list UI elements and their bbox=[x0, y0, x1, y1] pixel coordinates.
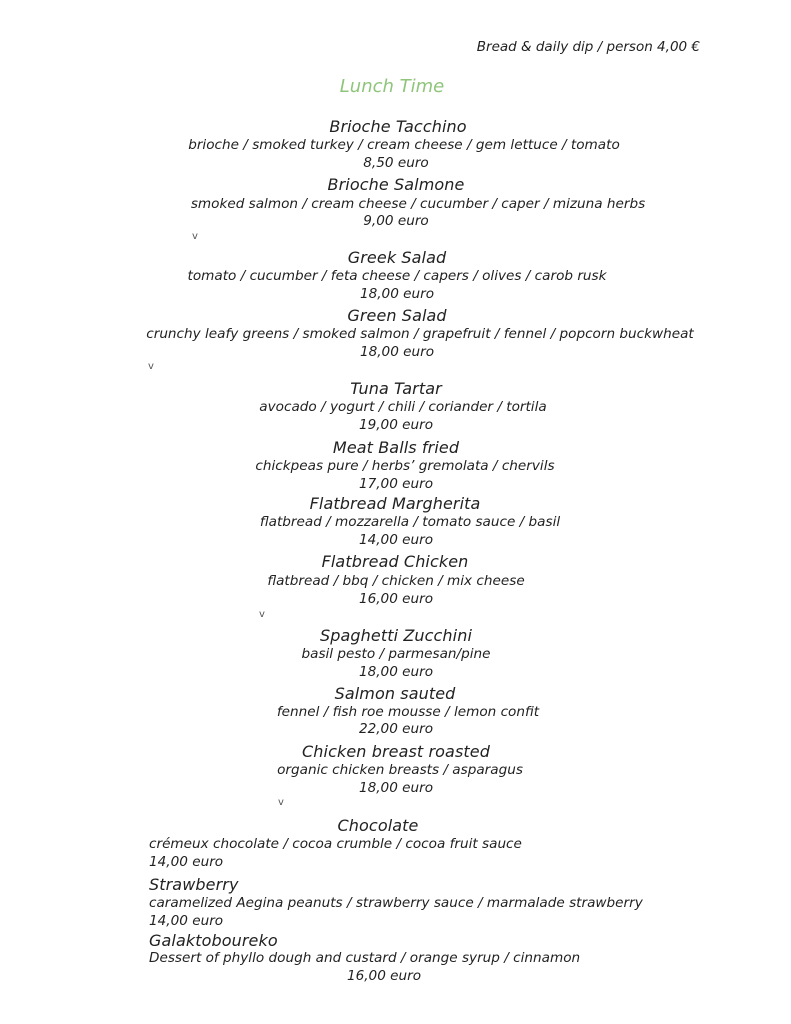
item-name: Flatbread Chicken bbox=[321, 552, 469, 571]
bread-price-line: Bread & daily dip / person 4,00 € bbox=[476, 39, 700, 55]
item-price: 19,00 euro bbox=[358, 417, 434, 433]
item-name: Greek Salad bbox=[347, 248, 447, 267]
item-price: 18,00 euro bbox=[358, 664, 434, 680]
item-name: Chicken breast roasted bbox=[302, 742, 490, 761]
item-description: crémeux chocolate / cocoa crumble / cocoa fruit sauce bbox=[149, 836, 522, 852]
item-description: Dessert of phyllo dough and custard / orange syrup / cinnamon bbox=[149, 950, 581, 966]
separator-mark: v bbox=[192, 231, 198, 242]
item-price: 22,00 euro bbox=[358, 721, 434, 737]
section-title: Lunch Time bbox=[339, 76, 445, 97]
item-price: 16,00 euro bbox=[358, 591, 434, 607]
item-description: fennel / fish roe mousse / lemon confit bbox=[276, 704, 540, 720]
separator-mark: v bbox=[148, 361, 154, 372]
item-name: Green Salad bbox=[347, 306, 447, 325]
item-description: organic chicken breasts / asparagus bbox=[277, 762, 523, 778]
item-price: 18,00 euro bbox=[359, 344, 435, 360]
item-price: 18,00 euro bbox=[358, 780, 434, 796]
separator-mark: v bbox=[278, 797, 284, 808]
item-description: smoked salmon / cream cheese / cucumber / caper / mizuna herbs bbox=[190, 196, 646, 212]
item-price: 8,50 euro bbox=[363, 155, 429, 171]
item-name: Brioche Salmone bbox=[327, 175, 465, 194]
item-price: 9,00 euro bbox=[363, 213, 429, 229]
item-description: avocado / yogurt / chili / coriander / tortila bbox=[259, 399, 547, 415]
item-description: flatbread / bbq / chicken / mix cheese bbox=[267, 573, 525, 589]
item-description: brioche / smoked turkey / cream cheese / gem lettuce / tomato bbox=[188, 137, 620, 153]
item-name: Chocolate bbox=[337, 816, 419, 835]
item-description: crunchy leafy greens / smoked salmon / grapefruit / fennel / popcorn buckwheat bbox=[146, 326, 694, 342]
item-price: 16,00 euro bbox=[346, 968, 422, 984]
item-price: 17,00 euro bbox=[358, 476, 434, 492]
item-description: chickpeas pure / herbs’ gremolata / chervils bbox=[255, 458, 555, 474]
item-price: 14,00 euro bbox=[149, 854, 224, 870]
item-name: Meat Balls fried bbox=[332, 438, 460, 457]
item-price: 14,00 euro bbox=[149, 913, 224, 929]
item-price: 18,00 euro bbox=[359, 286, 435, 302]
item-price: 14,00 euro bbox=[358, 532, 434, 548]
item-name: Spaghetti Zucchini bbox=[319, 626, 473, 645]
item-name: Tuna Tartar bbox=[350, 379, 442, 398]
item-description: tomato / cucumber / feta cheese / capers / olives / carob rusk bbox=[187, 268, 607, 284]
separator-mark: v bbox=[259, 609, 265, 620]
item-name: Flatbread Margherita bbox=[309, 494, 481, 513]
item-name: Brioche Tacchino bbox=[329, 117, 467, 136]
item-name: Galaktoboureko bbox=[149, 931, 278, 950]
item-description: flatbread / mozzarella / tomato sauce / basil bbox=[259, 514, 561, 530]
item-name: Salmon sauted bbox=[334, 684, 456, 703]
item-description: caramelized Aegina peanuts / strawberry sauce / marmalade strawberry bbox=[149, 895, 643, 911]
item-description: basil pesto / parmesan/pine bbox=[301, 646, 491, 662]
item-name: Strawberry bbox=[149, 875, 239, 894]
